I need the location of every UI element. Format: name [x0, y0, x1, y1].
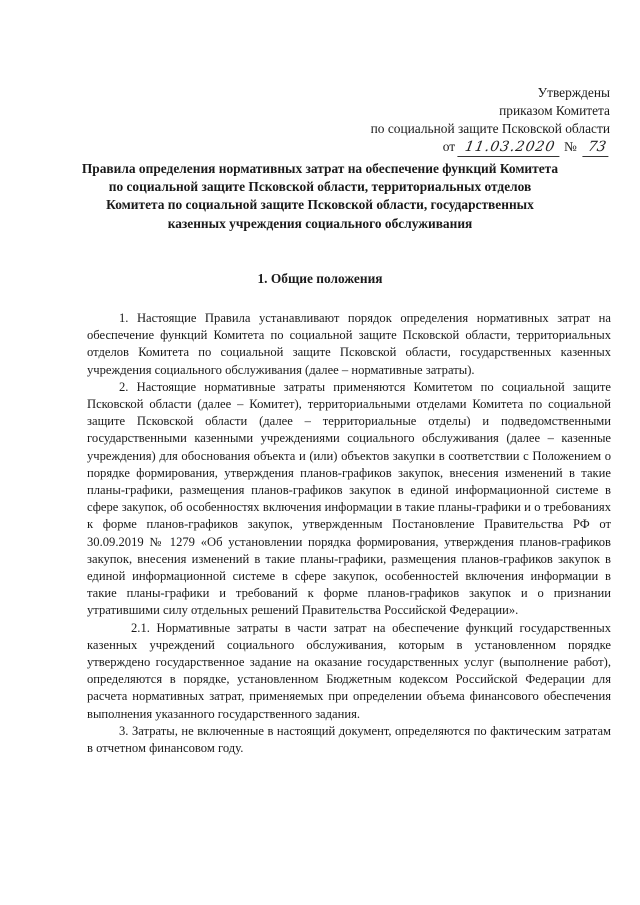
- approval-line-committee: по социальной защите Псковской области: [370, 121, 610, 136]
- section-heading: 1. Общие положения: [257, 271, 383, 286]
- paragraph-2: 2. Настоящие нормативные затраты применяются Комитетом по социальной защите Псковской области (далее – Комитет), территориальными отделами Комитета по социальной защите Псковской области (далее – территориальные отделы) и подведомственными государственными казенными учреждениями социального обслуживания (далее – казенные учреждения) для обоснования объекта и (или) объектов закупки в соответствии с Положением о порядке формирования, утверждения планов-графиков закупок, внесения изменений в такие планы-графики, размещения планов-графиков закупок в единой информационной системе в сфере закупок, об особенностях включения информации в такие планы-графики и о требованиях к форме планов-графиков закупок, утвержденным Постановление Правительства РФ от 30.09.2019 № 1279 «Об установлении порядка формирования, утверждения планов-графиков закупок, внесения изменений в такие планы-графики, размещения планов-графиков закупок в единой информационной системе в сфере закупок, особенностей включения информации в такие планы-графики и требований к форме планов-графиков закупок и о признании утратившими силу отдельных решений Правительства Российской Федерации».: [87, 379, 611, 618]
- approval-line-order: приказом Комитета: [499, 103, 610, 118]
- approval-line-date: [310, 138, 610, 157]
- approval-date-handwritten: 11.03.2020: [457, 138, 563, 157]
- approval-number-sign: №: [564, 139, 577, 154]
- document-body: [87, 310, 611, 757]
- document-title: Правила определения нормативных затрат на обеспечение функций Комитета по социальной защите Псковской области, территориальных отделов Комитета по социальной защите Псковской области, государственных казенных учреждения социального обслуживания: [81, 161, 559, 231]
- paragraph-2-1: 2.1. Нормативные затраты в части затрат на обеспечение функций государственных казенных учреждений социального обслуживания, которым в установленном порядке утверждено государственное задание на оказание государственных услуг (выполнение работ), определяются в порядке, установленном Бюджетным кодексом Российской Федерации для расчета нормативных затрат, применяемых при определении объема финансового обеспечения выполнения указанного государственного задания.: [87, 620, 611, 721]
- approval-line-approved: Утверждены: [537, 85, 610, 100]
- paragraph-1: 1. Настоящие Правила устанавливают порядок определения нормативных затрат на обеспечение функций Комитета по социальной защите Псковской области, территориальных отделов Комитета по социальной защите Псковской области, государственных казенных учреждения социального обслуживания (далее – нормативные затраты).: [87, 311, 611, 377]
- approval-date-prefix: от: [442, 139, 456, 154]
- approval-stamp: [310, 84, 610, 157]
- paragraph-3: 3. Затраты, не включенные в настоящий документ, определяются по фактическим затратам в отчетном финансовом году.: [87, 723, 611, 756]
- approval-number-handwritten: 73: [582, 138, 611, 157]
